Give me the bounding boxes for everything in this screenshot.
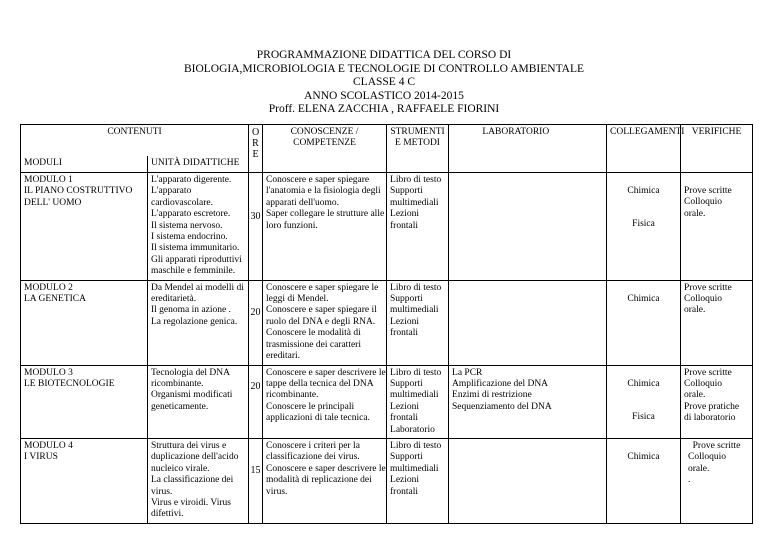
collegamenti-line: Fisica: [632, 411, 655, 422]
conoscenze-line: classificazione dei virus.: [266, 452, 360, 463]
strumenti-line: Laboratorio: [390, 424, 435, 435]
header-title-line: PROGRAMMAZIONE DIDATTICA DEL CORSO DI: [256, 49, 512, 61]
collegamenti-line: Chimica: [627, 186, 660, 196]
unita-cell: [148, 173, 249, 281]
modulo-line: MODULO 2: [24, 282, 73, 293]
strumenti-line: frontali: [390, 486, 418, 497]
table-row: [21, 173, 753, 281]
header-row: [21, 125, 753, 157]
conoscenze-header: [263, 125, 387, 173]
unita-line: Organismi modificati: [151, 390, 233, 401]
collegamenti-line: Chimica: [627, 451, 660, 462]
strumenti-line: Supporti: [390, 186, 423, 197]
modulo-line: DELL' UOMO: [24, 197, 82, 208]
unita-line: nucleico virale.: [151, 463, 210, 474]
header-class-line: CLASSE 4 C: [353, 76, 415, 89]
verifiche-line: Prove scritte: [684, 282, 732, 293]
strumenti-line: multimediali: [390, 463, 439, 474]
ore-cell: 20: [249, 365, 263, 438]
unita-line: L'apparato escretore.: [151, 209, 231, 220]
modulo-line: LE BIOTECNOLOGIE: [24, 378, 115, 389]
verifiche-line: Prove scritte: [684, 186, 732, 196]
verifiche-line: orale.: [688, 463, 710, 474]
laboratorio-header: LABORATORIO: [449, 125, 583, 173]
verifiche-line: Colloquio: [688, 452, 727, 463]
laboratorio-cell: [449, 280, 583, 365]
modulo-line: I VIRUS: [24, 452, 58, 463]
strumenti-line: Libro di testo: [390, 175, 442, 185]
conoscenze-line: trasmissione dei caratteri: [266, 339, 361, 350]
conoscenze-line: ruolo del DNA e degli RNA.: [266, 316, 376, 327]
conoscenze-line: virus.: [266, 486, 288, 497]
table-row: [21, 280, 753, 365]
unita-line: cardiovascolare.: [151, 197, 213, 208]
ore-letter: R: [252, 138, 259, 149]
strumenti-line: Lezioni: [390, 209, 420, 220]
conoscenze-line: Conoscere e saper spiegare le: [266, 282, 379, 293]
unita-line: maschile e femminile.: [151, 266, 236, 277]
ore-letter: E: [252, 149, 259, 160]
unita-line: ricombinante.: [151, 378, 204, 389]
conoscenze-line: Saper collegare le strutture alle: [266, 209, 385, 220]
laboratorio-cell: [449, 438, 583, 523]
strumenti-line: multimediali: [390, 305, 439, 316]
conoscenze-line: Conoscere e saper descrivere le: [266, 463, 386, 474]
verifiche-line: orale.: [684, 390, 706, 401]
conoscenze-line: loro funzioni.: [266, 220, 318, 231]
unita-line: geneticamente.: [151, 401, 209, 412]
modulo-line: MODULO 3: [24, 367, 73, 378]
strumenti-line: multimediali: [390, 197, 439, 208]
strumenti-line: frontali: [390, 413, 418, 424]
strumenti-header-line: E METODI: [395, 138, 440, 149]
ore-cell: 30: [249, 173, 263, 281]
strumenti-line: Libro di testo: [390, 282, 442, 293]
laboratorio-header-spacer: [583, 125, 607, 173]
header-year-line: ANNO SCOLASTICO 2014-2015: [304, 89, 464, 102]
verifiche-line: di laboratorio: [684, 413, 736, 424]
document-header: [0, 49, 768, 117]
unita-line: duplicazione dell'acido: [151, 452, 239, 463]
conoscenze-cell: [263, 173, 387, 281]
strumenti-header-line: STRUMENTI: [390, 127, 445, 137]
strumenti-line: Supporti: [390, 452, 423, 463]
ore-letter: O: [252, 127, 260, 138]
conoscenze-header-line: COMPETENZE: [293, 138, 356, 149]
unita-line: Il sistema immunitario.: [151, 243, 240, 254]
table-row: [21, 438, 753, 523]
strumenti-line: frontali: [390, 328, 418, 339]
verifiche-cell: [681, 173, 753, 281]
laboratorio-spacer-cell: [583, 438, 607, 523]
contenuti-header: CONTENUTI: [21, 125, 249, 157]
strumenti-line: Supporti: [390, 294, 423, 305]
verifiche-line: Prove scritte: [684, 367, 732, 378]
unita-line: Tecnologia del DNA: [151, 367, 231, 378]
verifiche-line: Prove scritte: [692, 440, 741, 451]
collegamenti-cell: [607, 365, 681, 438]
strumenti-header: [387, 125, 449, 173]
modulo-line: LA GENETICA: [24, 294, 87, 305]
strumenti-cell: [387, 438, 449, 523]
verifiche-cell: [681, 280, 753, 365]
conoscenze-line: leggi di Mendel.: [266, 294, 329, 305]
strumenti-line: Lezioni: [390, 475, 420, 486]
modulo-line: MODULO 4: [24, 440, 73, 451]
verifiche-cell: [681, 365, 753, 438]
unita-line: Il sistema nervoso.: [151, 220, 223, 231]
unita-cell: [148, 365, 249, 438]
verifiche-cell: [681, 438, 753, 523]
collegamenti-line: Chimica: [627, 293, 660, 304]
verifiche-header: VERIFICHE: [681, 125, 753, 173]
conoscenze-line: Conoscere e saper spiegare: [266, 175, 370, 185]
unita-line: I sistema endocrino.: [151, 232, 228, 243]
header-teachers-line: Proff. ELENA ZACCHIA , RAFFAELE FIORINI: [268, 103, 500, 116]
moduli-header: MODULI: [21, 156, 148, 173]
verifiche-line: Colloquio: [684, 294, 723, 305]
unita-line: La classificazione dei: [151, 475, 234, 486]
conoscenze-line: Conoscere le principali: [266, 401, 355, 412]
strumenti-line: Libro di testo: [390, 440, 442, 451]
modulo-cell: [21, 438, 148, 523]
strumenti-line: Lezioni: [390, 316, 420, 327]
conoscenze-line: Conoscere le modalità di: [266, 328, 361, 339]
strumenti-line: Lezioni: [390, 401, 420, 412]
collegamenti-header: COLLEGAMENTI: [607, 125, 681, 173]
collegamenti-line: Chimica: [627, 378, 660, 389]
unita-line: Da Mendel ai modelli di: [151, 282, 244, 293]
unita-line: Struttura dei virus e: [151, 440, 227, 451]
unita-line: Il genoma in azione .: [151, 305, 231, 316]
conoscenze-cell: [263, 438, 387, 523]
conoscenze-line: ereditari.: [266, 351, 301, 362]
modulo-line: MODULO 1: [24, 175, 73, 185]
conoscenze-cell: [263, 280, 387, 365]
collegamenti-cell: [607, 280, 681, 365]
laboratorio-cell: [449, 173, 583, 281]
verifiche-line: .: [688, 475, 691, 486]
laboratorio-line: La PCR: [452, 367, 483, 378]
unita-line: L'apparato: [151, 186, 192, 197]
unita-line: ereditarietà.: [151, 294, 197, 305]
modulo-cell: [21, 280, 148, 365]
unita-line: Virus e viroidi. Virus: [151, 497, 231, 508]
collegamenti-line: Fisica: [632, 219, 655, 230]
modulo-cell: [21, 365, 148, 438]
verifiche-line: Colloquio: [684, 197, 723, 208]
unita-line: L'apparato digerente.: [151, 175, 232, 185]
header-course-line: BIOLOGIA,MICROBIOLOGIA E TECNOLOGIE DI CONTROLLO AMBIENTALE: [183, 62, 585, 75]
strumenti-line: frontali: [390, 220, 418, 231]
verifiche-line: orale.: [684, 305, 706, 316]
verifiche-line: orale.: [684, 208, 706, 219]
laboratorio-cell: [449, 365, 583, 438]
conoscenze-cell: [263, 365, 387, 438]
conoscenze-line: tappe della tecnica del DNA: [266, 378, 374, 389]
conoscenze-header-line: CONOSCENZE /: [290, 127, 359, 137]
conoscenze-line: apparati dell'uomo.: [266, 197, 339, 208]
unita-line: Gli apparati riproduttivi: [151, 254, 242, 265]
conoscenze-line: Conoscere e saper descrivere le: [266, 367, 386, 378]
strumenti-line: Supporti: [390, 378, 423, 389]
ore-header: [249, 125, 263, 173]
table-row: [21, 365, 753, 438]
conoscenze-line: ricombinante.: [266, 390, 319, 401]
conoscenze-line: Conoscere i criteri per la: [266, 440, 360, 451]
strumenti-cell: [387, 173, 449, 281]
conoscenze-line: l'anatomia e la fisiologia degli: [266, 186, 381, 197]
collegamenti-cell: [607, 173, 681, 281]
laboratorio-spacer-cell: [583, 365, 607, 438]
verifiche-line: Colloquio: [684, 378, 723, 389]
laboratorio-line: Sequenziamento del DNA: [452, 401, 552, 412]
modulo-line: IL PIANO COSTRUTTIVO: [24, 186, 133, 197]
unita-line: difettivi.: [151, 509, 184, 520]
strumenti-cell: [387, 280, 449, 365]
unita-cell: [148, 280, 249, 365]
laboratorio-line: Amplificazione del DNA: [452, 378, 549, 389]
ore-cell: 15: [249, 438, 263, 523]
laboratorio-line: Enzimi di restrizione: [452, 390, 532, 401]
collegamenti-cell: [607, 438, 681, 523]
ore-cell: 20: [249, 280, 263, 365]
laboratorio-spacer-cell: [583, 280, 607, 365]
verifiche-line: Prove pratiche: [684, 401, 740, 412]
unita-cell: [148, 438, 249, 523]
modulo-cell: [21, 173, 148, 281]
laboratorio-spacer-cell: [583, 173, 607, 281]
conoscenze-line: Conoscere e saper spiegare il: [266, 305, 377, 316]
strumenti-line: Libro di testo: [390, 367, 442, 378]
unita-header: UNITÀ DIDATTICHE: [148, 156, 249, 173]
strumenti-line: multimediali: [390, 390, 439, 401]
strumenti-cell: [387, 365, 449, 438]
conoscenze-line: applicazioni di tale tecnica.: [266, 413, 370, 424]
unita-line: virus.: [151, 486, 173, 497]
conoscenze-line: modalità di replicazione dei: [266, 475, 372, 486]
programme-table: [20, 124, 753, 524]
unita-line: La regolazione genica.: [151, 316, 238, 327]
